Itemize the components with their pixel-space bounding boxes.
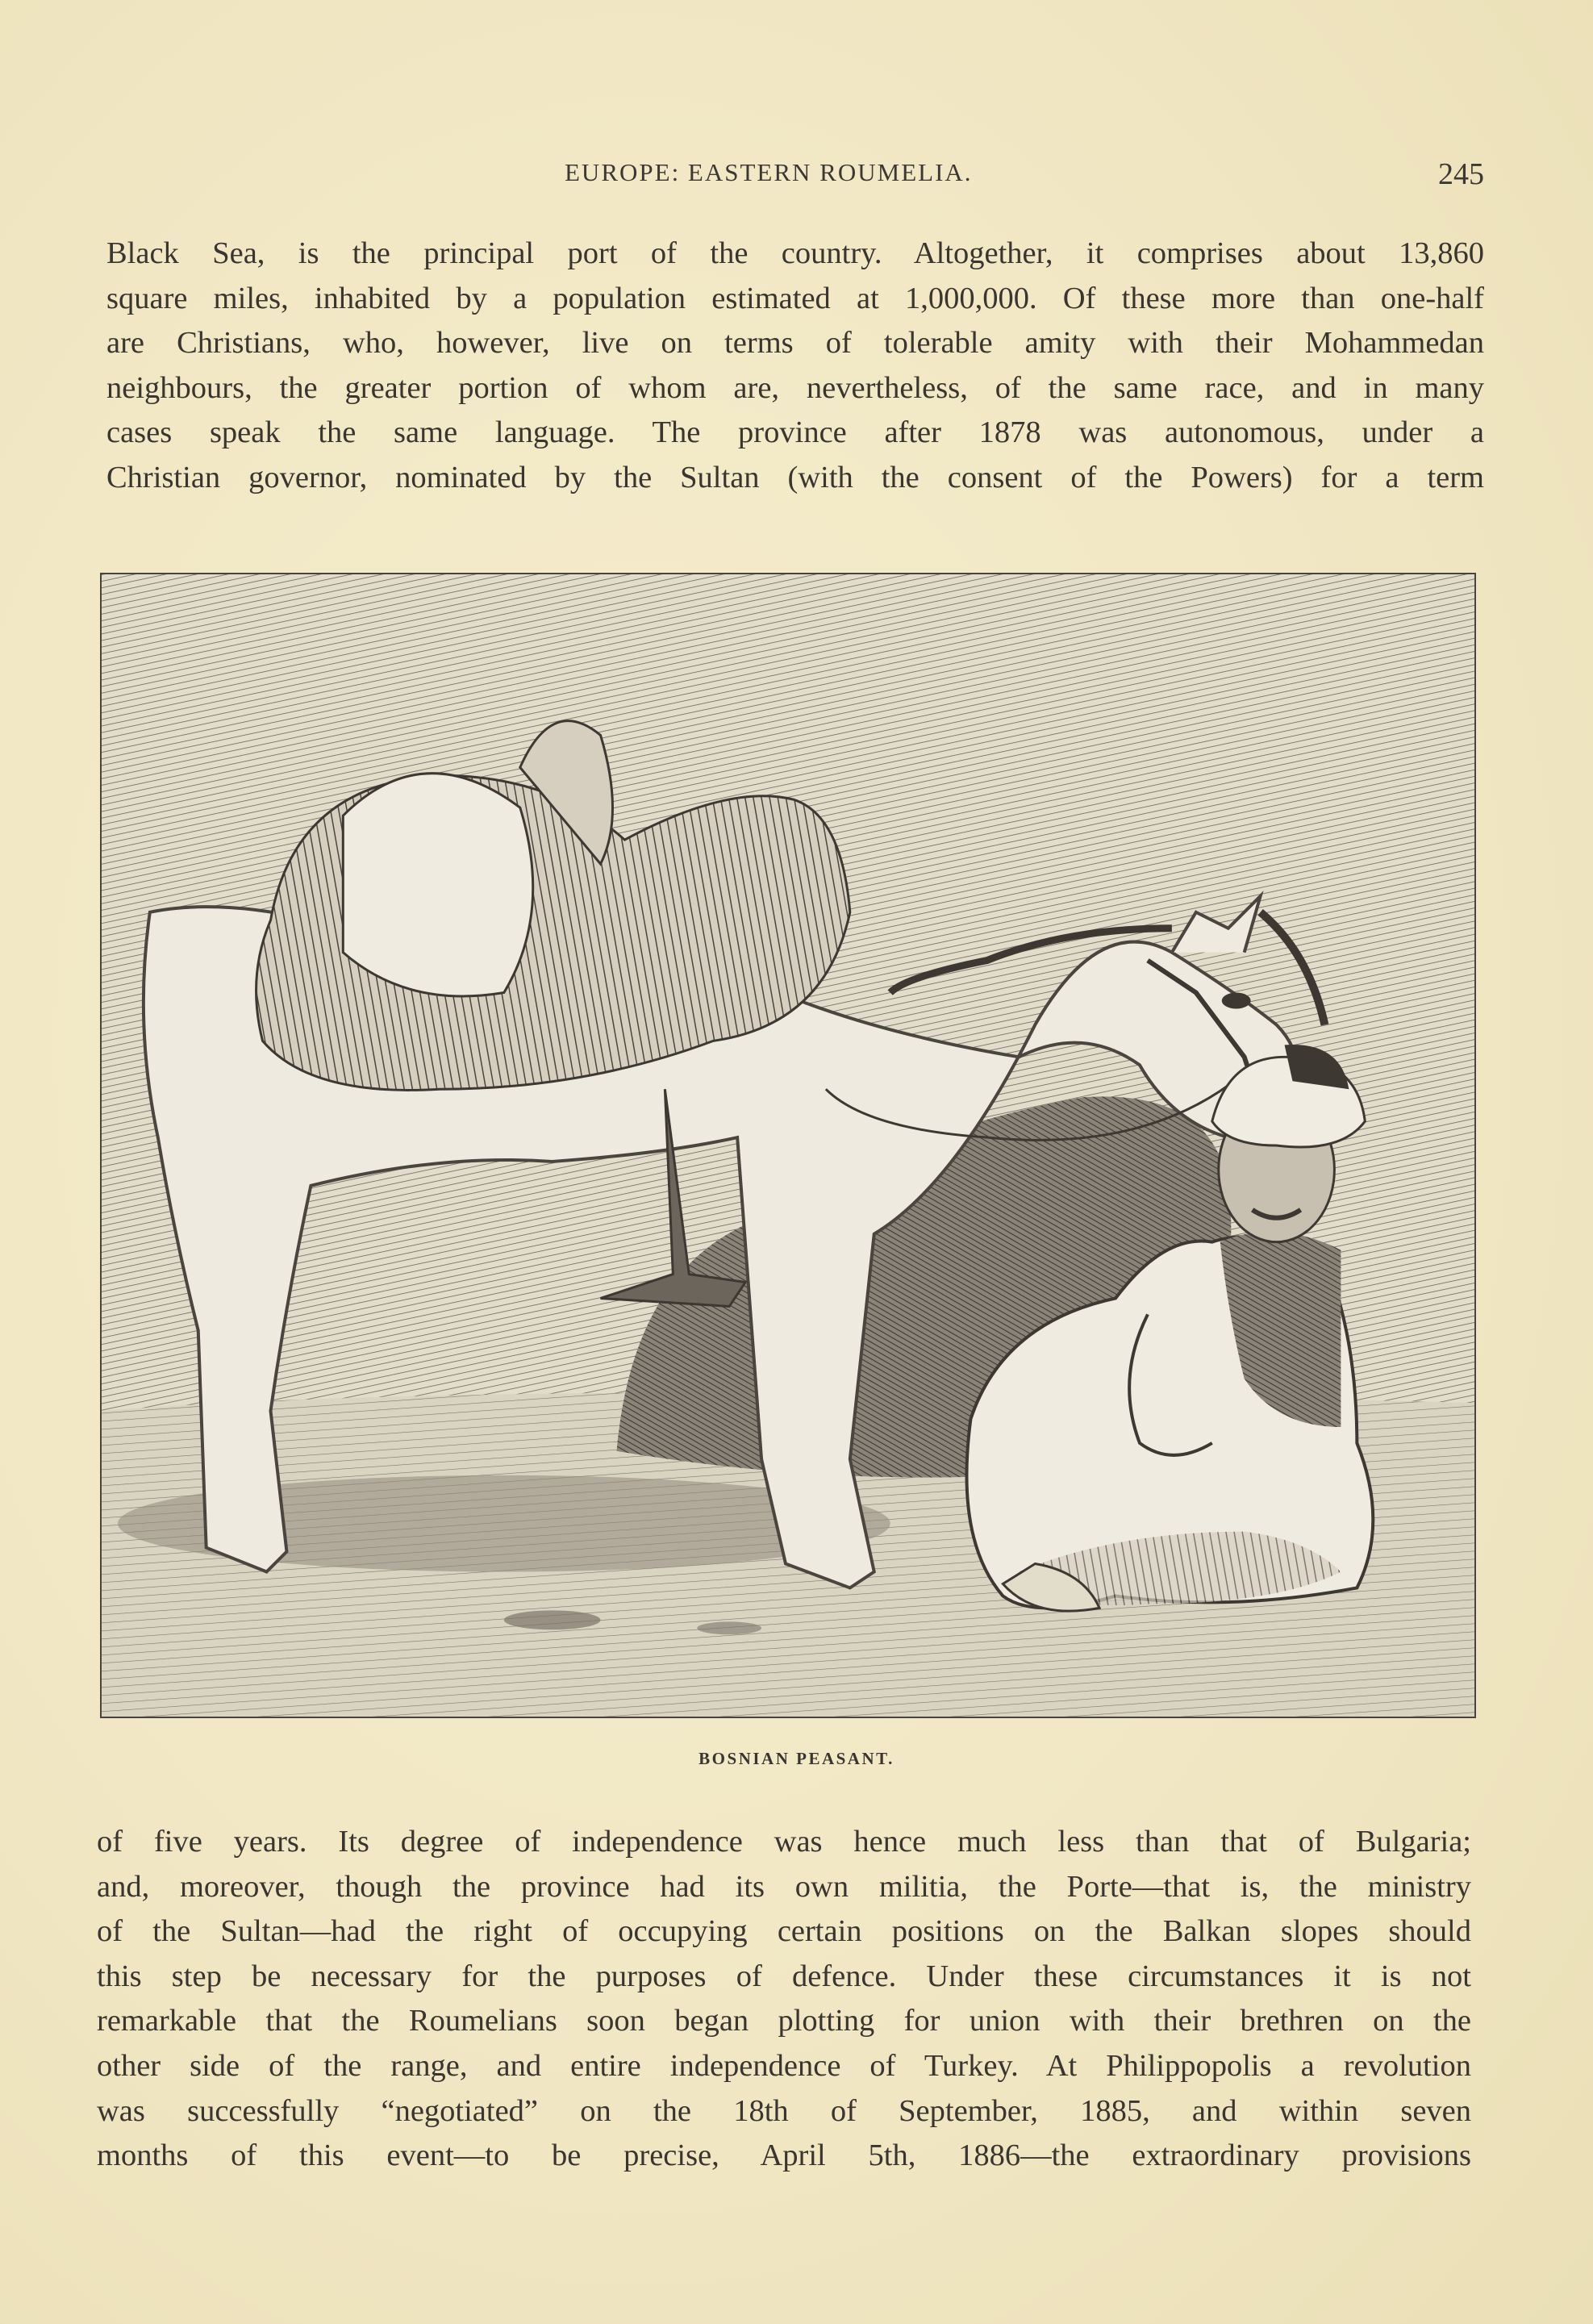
text-line: and, moreover, though the province had its own militia, the Porte—that is, the ministry (97, 1869, 1471, 1904)
text-line: this step be necessary for the purposes of defence. Under these circumstances it is not (97, 1959, 1471, 1993)
paragraph-top (106, 232, 1484, 501)
text-line: months of this event—to be precise, April 5th, 1886—the extraordinary provisions (97, 2138, 1471, 2173)
text-line: remarkable that the Roumelians soon began plotting for union with their brethren on the (97, 2004, 1471, 2038)
paragraph-bottom (97, 1820, 1471, 2179)
text-line: square miles, inhabited by a population estimated at 1,000,000. Of these more than one-half (106, 281, 1484, 315)
text-line: neighbours, the greater portion of whom are, nevertheless, of the same race, and in many (106, 370, 1484, 405)
text-line: cases speak the same language. The province after 1878 was autonomous, under a (106, 415, 1484, 450)
figure-caption: BOSNIAN PEASANT. (699, 1749, 894, 1768)
page-number: 245 (1438, 157, 1484, 191)
running-head: EUROPE: EASTERN ROUMELIA. (565, 158, 973, 186)
text-line: Black Sea, is the principal port of the country. Altogether, it comprises about 13,860 (106, 236, 1484, 270)
text-line: of the Sultan—had the right of occupying certain positions on the Balkan slopes should (97, 1914, 1471, 1949)
text-line: are Christians, who, however, live on terms of tolerable amity with their Mohammedan (106, 326, 1484, 361)
engraving-drawing (102, 574, 1474, 1717)
text-line: other side of the range, and entire independence of Turkey. At Philippopolis a revolution (97, 2048, 1471, 2083)
text-line: Christian governor, nominated by the Sultan (with the consent of the Powers) for a term (106, 460, 1484, 494)
engraving-illustration (100, 573, 1476, 1718)
text-line: was successfully “negotiated” on the 18th of September, 1885, and within seven (97, 2093, 1471, 2128)
text-line: of five years. Its degree of independence was hence much less than that of Bulgaria; (97, 1825, 1471, 1859)
